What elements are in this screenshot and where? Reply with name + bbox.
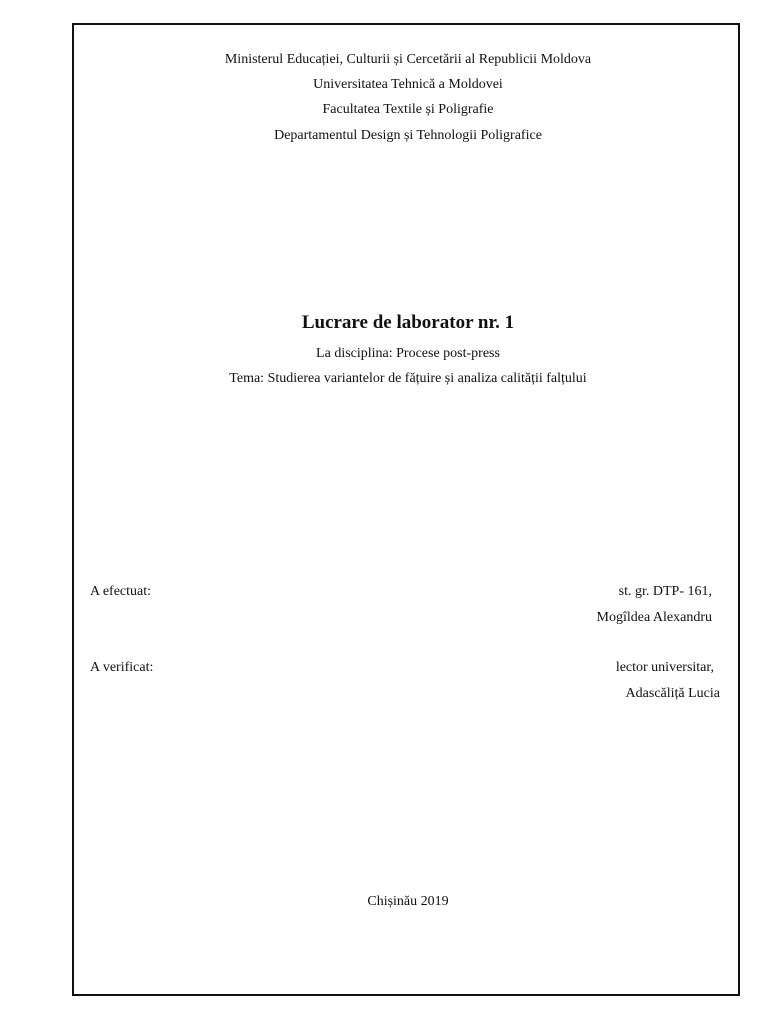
discipline-line: La disciplina: Procese post-press bbox=[316, 346, 500, 361]
ministry-name: Ministerul Educației, Culturii și Cercetării al Republicii Moldova bbox=[224, 52, 592, 67]
report-title: Lucrare de laborator nr. 1 bbox=[301, 312, 515, 333]
page-border bbox=[72, 23, 740, 996]
performed-label: A efectuat: bbox=[90, 584, 152, 599]
department-name: Departamentul Design și Tehnologii Poligrafice bbox=[274, 128, 542, 143]
place-year: Chișinău 2019 bbox=[367, 894, 449, 909]
verified-label: A verificat: bbox=[90, 660, 154, 675]
supervisor-name: Adascăliță Lucia bbox=[625, 686, 720, 701]
university-name: Universitatea Tehnică a Moldovei bbox=[313, 77, 503, 92]
student-group: st. gr. DTP- 161, bbox=[618, 584, 712, 599]
topic-line: Tema: Studierea variantelor de fățuire și analiza calității falțului bbox=[229, 371, 587, 386]
student-name: Mogîldea Alexandru bbox=[596, 610, 712, 625]
faculty-name: Facultatea Textile și Poligrafie bbox=[322, 102, 494, 117]
supervisor-role: lector universitar, bbox=[615, 660, 714, 675]
